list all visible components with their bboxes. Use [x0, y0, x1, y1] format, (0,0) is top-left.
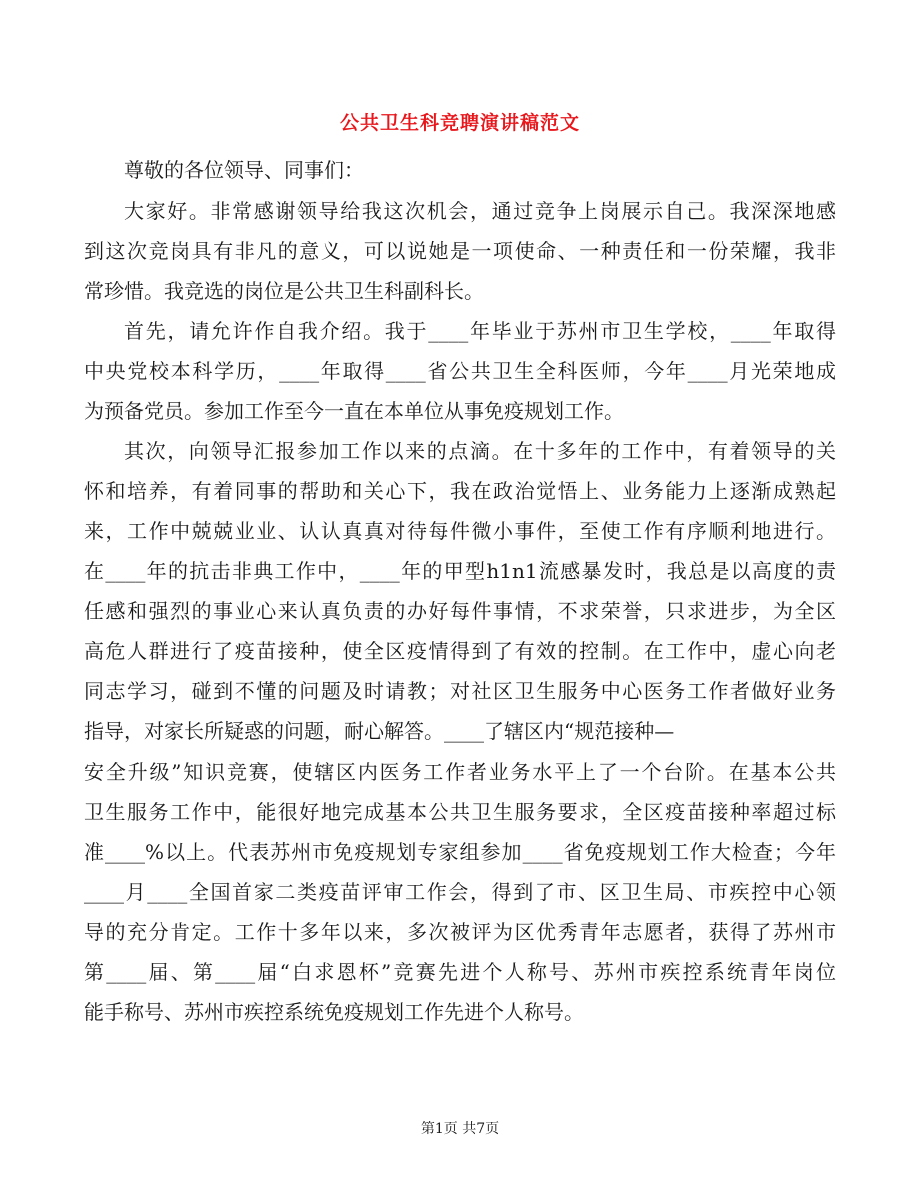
paragraph-line: 能手称号、苏州市疾控系统免疫规划工作先进个人称号。 — [84, 1000, 584, 1024]
paragraph-line: 安全升级”知识竞赛，使辖区内医务工作者业务水平上了一个台阶。在基本公共 — [84, 760, 836, 784]
paragraph-line: 来，工作中兢兢业业、认认真真对待每件微小事件，至使工作有序顺利地进行。 — [84, 519, 836, 543]
paragraph-line: 常珍惜。我竞选的岗位是公共卫生科副科长。 — [84, 279, 484, 303]
salutation-line: 尊敬的各位领导、同事们： — [124, 158, 364, 182]
paragraph-line: 其次，向领导汇报参加工作以来的点滴。在十多年的工作中，有着领导的关 — [124, 439, 836, 463]
paragraph-line: 大家好。非常感谢领导给我这次机会，通过竞争上岗展示自己。我深深地感 — [124, 199, 836, 223]
paragraph-line: 任感和强烈的事业心来认真负责的办好每件事情，不求荣誉，只求进步，为全区 — [84, 599, 836, 623]
paragraph-line: 到这次竞岗具有非凡的意义，可以说她是一项使命、一种责任和一份荣耀，我非 — [84, 239, 836, 263]
paragraph-line: 卫生服务工作中，能很好地完成基本公共卫生服务要求，全区疫苗接种率超过标 — [84, 800, 836, 824]
paragraph-line: 为预备党员。参加工作至今一直在本单位从事免疫规划工作。 — [84, 399, 624, 423]
paragraph-line: 首先，请允许作自我介绍。我于____年毕业于苏州市卫生学校，____年取得 — [124, 319, 836, 343]
document-title: 公共卫生科竞聘演讲稿范文 — [339, 112, 580, 134]
page-number: 第1页 共7页 — [420, 1121, 500, 1137]
paragraph-line: 指导，对家长所疑惑的问题，耐心解答。____了辖区内“规范接种— — [84, 719, 675, 743]
paragraph-line: ____月____全国首家二类疫苗评审工作会，得到了市、区卫生局、市疾控中心领 — [84, 880, 836, 904]
paragraph-line: 高危人群进行了疫苗接种，使全区疫情得到了有效的控制。在工作中，虚心向老 — [84, 639, 836, 663]
paragraph-line: 在____年的抗击非典工作中，____年的甲型h1n1流感暴发时，我总是以高度的责 — [84, 559, 836, 583]
paragraph-line: 同志学习，碰到不懂的问题及时请教；对社区卫生服务中心医务工作者做好业务 — [84, 679, 836, 703]
paragraph-line: 导的充分肯定。工作十多年以来，多次被评为区优秀青年志愿者，获得了苏州市 — [84, 920, 836, 944]
paragraph-line: 准____%以上。代表苏州市免疫规划专家组参加____省免疫规划工作大检查；今年 — [84, 840, 836, 864]
paragraph-line: 中央党校本科学历，____年取得____省公共卫生全科医师，今年____月光荣地成 — [84, 359, 836, 383]
paragraph-line: 第____届、第____届“白求恩杯”竞赛先进个人称号、苏州市疾控系统青年岗位 — [84, 960, 836, 984]
paragraph-line: 怀和培养，有着同事的帮助和关心下，我在政治觉悟上、业务能力上逐渐成熟起 — [84, 479, 836, 503]
